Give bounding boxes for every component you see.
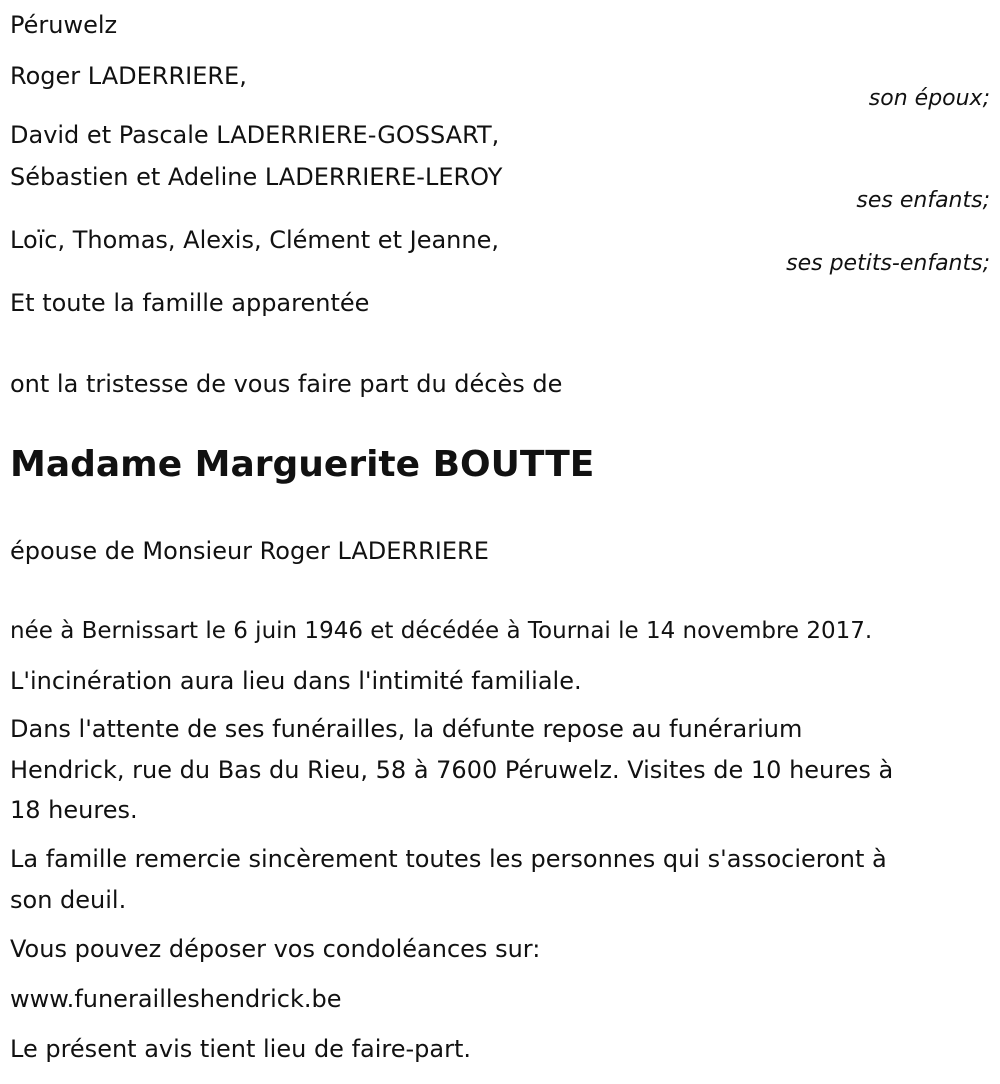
condolences-line: Vous pouvez déposer vos condoléances sur:: [10, 935, 541, 963]
thanks-line-2: son deuil.: [10, 886, 127, 914]
spouse-role: son époux;: [868, 86, 990, 111]
grandchildren-role: ses petits-enfants;: [786, 251, 990, 276]
deceased-name: Madame Marguerite BOUTTE: [10, 444, 595, 485]
birth-death-line: née à Bernissart le 6 juin 1946 et décédée à Tournai le 14 novembre 2017.: [10, 618, 873, 644]
children-role: ses enfants;: [856, 188, 990, 213]
children-line-1: David et Pascale LADERRIERE-GOSSART,: [10, 121, 500, 149]
funeral-home-line-2: Hendrick, rue du Bas du Rieu, 58 à 7600 Péruwelz. Visites de 10 heures à: [10, 756, 894, 784]
funeral-home-line-3: 18 heures.: [10, 796, 138, 824]
thanks-line-1: La famille remercie sincèrement toutes les personnes qui s'associeront à: [10, 845, 887, 873]
family-line: Et toute la famille apparentée: [10, 289, 370, 317]
children-line-2: Sébastien et Adeline LADERRIERE-LEROY: [10, 163, 503, 191]
announcement-line: ont la tristesse de vous faire part du décès de: [10, 370, 563, 398]
funeral-home-line-1: Dans l'attente de ses funérailles, la défunte repose au funérarium: [10, 715, 803, 743]
faire-part-line: Le présent avis tient lieu de faire-part.: [10, 1035, 472, 1063]
website-link[interactable]: www.funerailleshendrick.be: [10, 985, 342, 1013]
spouse-of-line: épouse de Monsieur Roger LADERRIERE: [10, 537, 489, 565]
place-text: Péruwelz: [10, 11, 118, 39]
cremation-line: L'incinération aura lieu dans l'intimité familiale.: [10, 667, 582, 695]
spouse-name: Roger LADERRIERE,: [10, 62, 247, 90]
grandchildren-line: Loïc, Thomas, Alexis, Clément et Jeanne,: [10, 226, 499, 254]
